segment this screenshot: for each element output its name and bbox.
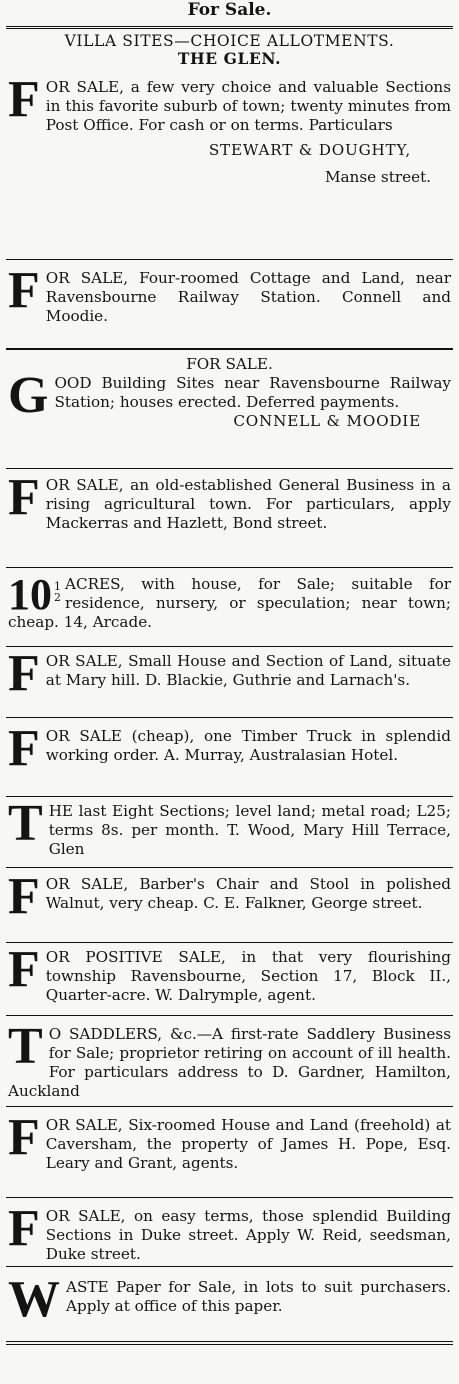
ad-body: OR SALE, Barber's Chair and Stool in polished Walnut, very cheap. C. E. Falkner, George street. bbox=[45, 875, 451, 912]
drop-cap: F bbox=[8, 720, 40, 777]
ad-body: OR SALE (cheap), one Timber Truck in splendid working order. A. Murray, Australasian Hotel. bbox=[45, 727, 451, 764]
ad-body: ASTE Paper for Sale, in lots to suit purchasers. Apply at office of this paper. bbox=[66, 1278, 451, 1315]
ad-signature: CONNELL & MOODIE bbox=[233, 412, 421, 430]
drop-cap: T bbox=[8, 795, 43, 852]
ad-acres bbox=[6, 568, 453, 644]
drop-cap: T bbox=[8, 1018, 43, 1075]
ad-body: OR POSITIVE SALE, in that very flourishing township Ravensbourne, Section 17, Block II., Quarter-acre. W. Dalrymple, agent. bbox=[45, 948, 451, 1004]
ad-body: OOD Building Sites near Ravensbourne Railway Station; houses erected. Deferred payments. bbox=[54, 374, 451, 411]
fraction-bottom: 2 bbox=[54, 591, 61, 604]
ad-duke-street bbox=[6, 1198, 453, 1264]
ad-cottage bbox=[6, 260, 453, 346]
ad-body: OR SALE, an old-established General Business in a rising agricultural town. For particulars, apply Mackerras and Hazlett, Bond street. bbox=[45, 476, 451, 532]
ad-body: OR SALE, a few very choice and valuable Sections in this favorite suburb of town; twenty minutes from Post Office. For cash or on terms. Particulars bbox=[45, 78, 451, 134]
ad-body: ACRES, with house, for Sale; suitable for residence, nursery, or speculation; near town; cheap. 14, Arcade. bbox=[8, 575, 451, 631]
drop-cap: F bbox=[8, 941, 40, 998]
drop-cap: F bbox=[8, 469, 40, 526]
ad-body: HE last Eight Sections; level land; metal road; L25; terms 8s. per month. T. Wood, Mary Hill Terrace, Glen bbox=[48, 802, 451, 858]
ad-title: FOR SALE. bbox=[186, 355, 273, 373]
ad-building-sites bbox=[6, 350, 453, 466]
ad-title: VILLA SITES—CHOICE ALLOTMENTS. bbox=[64, 32, 395, 50]
ad-body: OR SALE, Small House and Section of Land, situate at Mary hill. D. Blackie, Guthrie and Larnach's. bbox=[45, 652, 451, 689]
ad-positive-sale bbox=[6, 943, 453, 1013]
ad-subtitle: THE GLEN. bbox=[177, 49, 282, 68]
ad-fraction bbox=[54, 581, 61, 603]
drop-cap: F bbox=[8, 1109, 40, 1166]
ad-number: 10 bbox=[8, 570, 52, 619]
ad-body: OR SALE, on easy terms, those splendid Building Sections in Duke street. Apply W. Reid, seedsman, Duke street. bbox=[45, 1207, 451, 1263]
ad-body: OR SALE, Six-roomed House and Land (freehold) at Caversham, the property of James H. Pope, Esq. Leary and Grant, agents. bbox=[45, 1116, 451, 1172]
drop-cap: W bbox=[8, 1271, 60, 1328]
ad-body: O SADDLERS, &c.—A first-rate Saddlery Business for Sale; proprietor retiring on account of ill health. For particulars address to D. Gardner, Hamilton, Auckland bbox=[8, 1025, 451, 1100]
drop-cap: F bbox=[8, 868, 40, 925]
ad-signature: STEWART & DOUGHTY, bbox=[208, 141, 411, 159]
ad-timber-truck bbox=[6, 718, 453, 794]
ad-caversham bbox=[6, 1107, 453, 1195]
ad-saddlers bbox=[6, 1016, 453, 1104]
ad-small-house bbox=[6, 647, 453, 715]
fraction-top: 1 bbox=[54, 580, 61, 593]
ad-villa-sites bbox=[6, 29, 453, 257]
ad-waste-paper bbox=[6, 1267, 453, 1337]
ad-eight-sections bbox=[6, 797, 453, 865]
ad-general-business bbox=[6, 469, 453, 565]
ad-body: OR SALE, Four-roomed Cottage and Land, near Ravensbourne Railway Station. Connell and Moodie. bbox=[45, 269, 451, 325]
column-heading: For Sale. bbox=[187, 0, 272, 20]
drop-cap: F bbox=[8, 645, 40, 702]
drop-cap: F bbox=[8, 71, 40, 128]
drop-cap: F bbox=[8, 262, 40, 319]
ad-address: Manse street. bbox=[324, 168, 431, 186]
drop-cap: F bbox=[8, 1200, 40, 1257]
ad-barbers-chair bbox=[6, 868, 453, 940]
drop-cap: G bbox=[8, 367, 49, 424]
bottom-rule bbox=[6, 1341, 453, 1345]
